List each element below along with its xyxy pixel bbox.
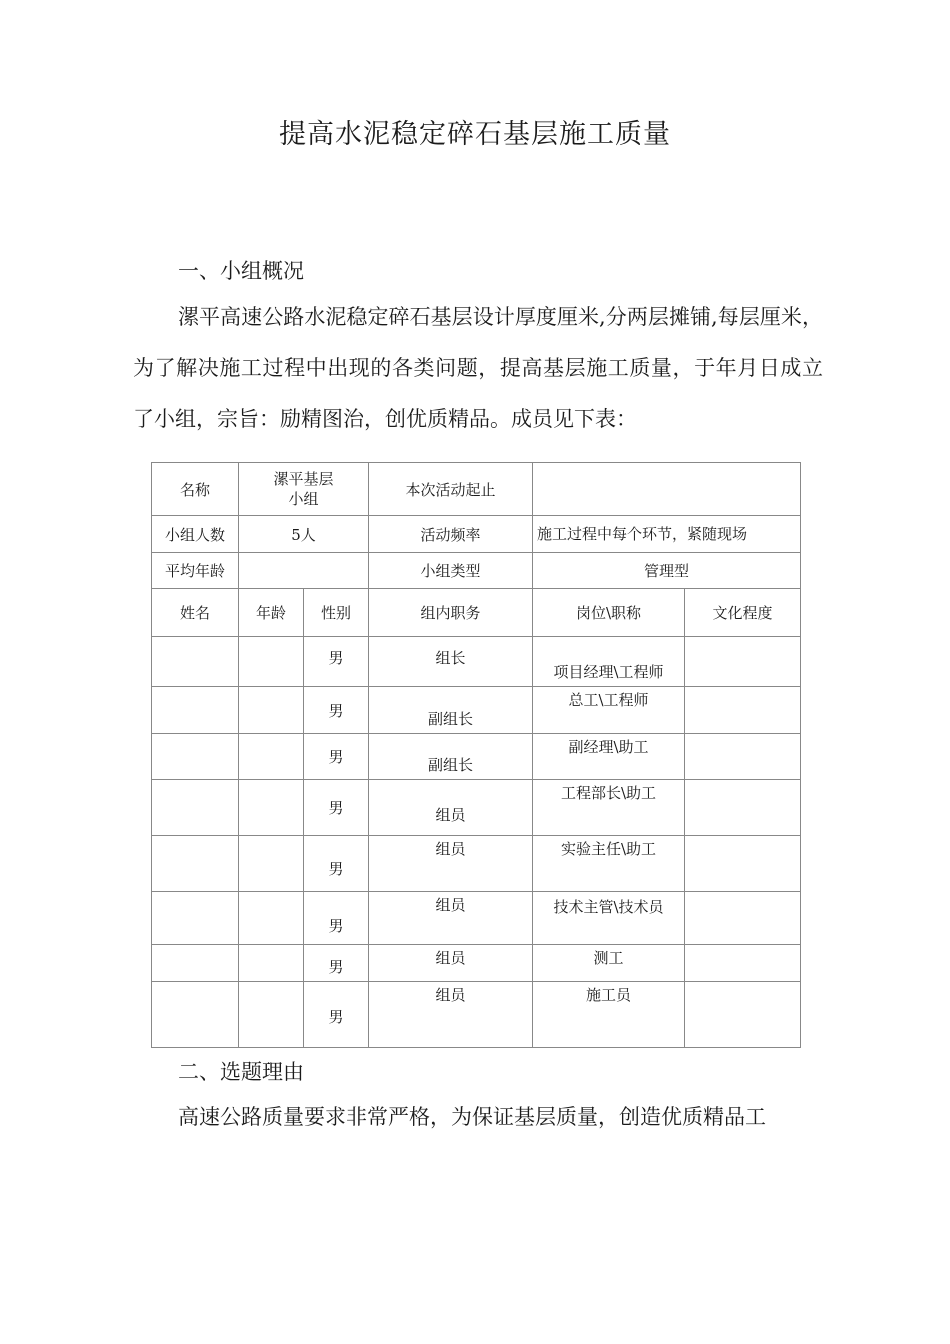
table-row xyxy=(152,637,801,687)
cell-name xyxy=(152,892,239,945)
overview-paragraph: 漯平高速公路水泥稳定碎石基层设计厚度厘米,分两层摊铺,每层厘米，为了解决施工过程中出现的各类问题，提高基层施工质量，于年月日成立了小组，宗旨：励精图治，创优质精品。成员见下表： xyxy=(133,305,823,431)
cell-gender: 男 xyxy=(304,892,369,945)
header-position: 岗位\职称 xyxy=(533,589,685,637)
cell-role: 组员 xyxy=(369,945,533,982)
section-heading-topic-reason: 二、选题理由 xyxy=(178,1060,304,1084)
member-count-label: 小组人数 xyxy=(152,516,239,553)
cell-name xyxy=(152,687,239,734)
cell-age xyxy=(239,780,304,836)
cell-position: 项目经理\工程师 xyxy=(533,637,685,687)
name-label: 名称 xyxy=(152,463,239,516)
cell-name xyxy=(152,836,239,892)
cell-gender: 男 xyxy=(304,687,369,734)
cell-name xyxy=(152,780,239,836)
cell-education xyxy=(685,982,801,1048)
table-row xyxy=(152,836,801,892)
section-heading-overview: 一、小组概况 xyxy=(178,259,304,283)
average-age-label: 平均年龄 xyxy=(152,553,239,589)
topic-reason-paragraph: 高速公路质量要求非常严格，为保证基层质量，创造优质精品工 xyxy=(178,1105,766,1129)
cell-position: 工程部长\助工 xyxy=(533,780,685,836)
header-age: 年龄 xyxy=(239,589,304,637)
cell-gender: 男 xyxy=(304,734,369,780)
cell-name xyxy=(152,637,239,687)
cell-name xyxy=(152,982,239,1048)
cell-role: 副组长 xyxy=(369,687,533,734)
cell-position: 实验主任\助工 xyxy=(533,836,685,892)
activity-frequency-label: 活动频率 xyxy=(369,516,533,553)
activity-frequency-value: 施工过程中每个环节，紧随现场 xyxy=(533,516,801,553)
cell-age xyxy=(239,687,304,734)
cell-age xyxy=(239,836,304,892)
team-name-value: 漯平基层 小组 xyxy=(239,463,369,516)
cell-role: 组员 xyxy=(369,892,533,945)
table-row xyxy=(152,780,801,836)
cell-gender: 男 xyxy=(304,780,369,836)
table-row xyxy=(152,945,801,982)
cell-gender: 男 xyxy=(304,836,369,892)
team-type-value: 管理型 xyxy=(533,553,801,589)
cell-role: 组员 xyxy=(369,780,533,836)
cell-education xyxy=(685,836,801,892)
header-gender: 性别 xyxy=(304,589,369,637)
table-row xyxy=(152,734,801,780)
table-row xyxy=(152,892,801,945)
table-row xyxy=(152,687,801,734)
cell-age xyxy=(239,982,304,1048)
cell-gender: 男 xyxy=(304,982,369,1048)
cell-name xyxy=(152,945,239,982)
cell-education xyxy=(685,687,801,734)
table-row xyxy=(152,982,801,1048)
cell-age xyxy=(239,637,304,687)
cell-education xyxy=(685,892,801,945)
team-type-label: 小组类型 xyxy=(369,553,533,589)
header-name: 姓名 xyxy=(152,589,239,637)
cell-education xyxy=(685,637,801,687)
cell-name xyxy=(152,734,239,780)
cell-gender: 男 xyxy=(304,637,369,687)
cell-position: 技术主管\技术员 xyxy=(533,892,685,945)
cell-age xyxy=(239,734,304,780)
cell-position: 副经理\助工 xyxy=(533,734,685,780)
document-title: 提高水泥稳定碎石基层施工质量 xyxy=(279,119,671,150)
cell-role: 组员 xyxy=(369,836,533,892)
average-age-value xyxy=(239,553,369,589)
cell-age xyxy=(239,945,304,982)
cell-age xyxy=(239,892,304,945)
cell-role: 组员 xyxy=(369,982,533,1048)
cell-role: 组长 xyxy=(369,637,533,687)
activity-period-label: 本次活动起止 xyxy=(369,463,533,516)
cell-education xyxy=(685,734,801,780)
cell-position: 施工员 xyxy=(533,982,685,1048)
cell-position: 总工\工程师 xyxy=(533,687,685,734)
header-role: 组内职务 xyxy=(369,589,533,637)
header-education: 文化程度 xyxy=(685,589,801,637)
member-count-value: 5人 xyxy=(239,516,369,553)
cell-role: 副组长 xyxy=(369,734,533,780)
cell-education xyxy=(685,780,801,836)
team-members-table xyxy=(151,462,801,1048)
activity-period-value xyxy=(533,463,801,516)
cell-position: 测工 xyxy=(533,945,685,982)
cell-education xyxy=(685,945,801,982)
cell-gender: 男 xyxy=(304,945,369,982)
